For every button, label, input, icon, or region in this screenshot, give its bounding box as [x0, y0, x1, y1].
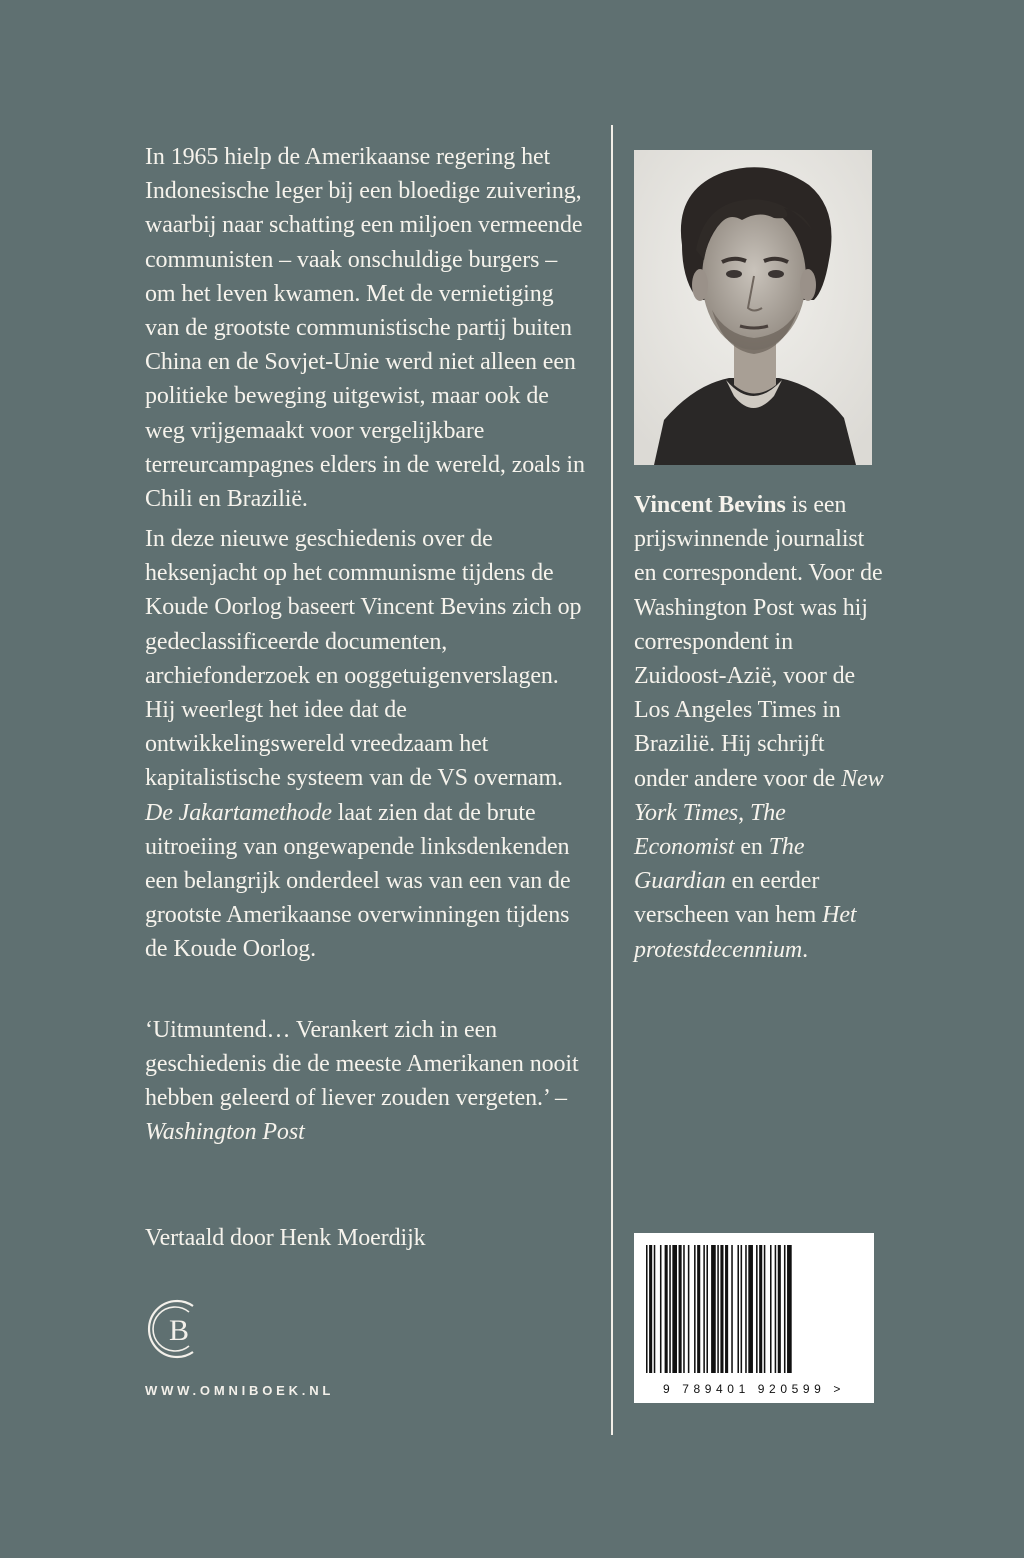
blurb-paragraph-1: In 1965 hielp de Amerikaanse regering het Indonesische leger bij een bloedige zuivering, waarbij naar schatting een miljoen vermeende communisten – vaak onschuldige burgers – om het leven kwamen. Met de vernietiging van de grootste communistische partij buiten China en de Sovjet-Unie werd niet alleen een politieke beweging uitgewist, maar ook de weg vrijgemaakt voor vergelijkbare terreurcampagnes elders in de wereld, zoals in Chili en Brazilië.: [145, 144, 585, 513]
barcode-bar: [711, 1245, 716, 1373]
publisher-logo-letter: B: [168, 1314, 190, 1347]
barcode-bar: [703, 1245, 705, 1373]
barcode-bar: [748, 1245, 753, 1373]
publisher-logo-icon: [143, 1296, 209, 1362]
isbn-barcode: [634, 1233, 874, 1403]
barcode-bar: [665, 1245, 668, 1373]
barcode-bar: [756, 1245, 758, 1373]
barcode-bar: [787, 1245, 792, 1373]
barcode-bar: [717, 1245, 719, 1373]
barcode-bar: [672, 1245, 677, 1373]
barcode-bar: [737, 1245, 739, 1373]
barcode-bars: [634, 1233, 874, 1403]
book-title: De Jakartamethode: [145, 799, 332, 826]
author-bio-text: Vincent Bevins is een prijswinnende journalist en correspondent. Voor de Washington Post was hij correspondent in Zuidoost-Azië, voor de Los Angeles Times in Brazilië. Hij schrijft onder andere voor de New York Times, The Economist en The Guardian en eerder verscheen van hem Het protestdecennium.: [634, 492, 884, 963]
translator-credit: Vertaald door Henk Moerdijk: [145, 1225, 426, 1252]
blurb-paragraph-2: In deze nieuwe geschiedenis over de heksenjacht op het communisme tijdens de Koude Oorlog baseert Vincent Bevins zich op gedeclassificeerde documenten, archiefonderzoek en ooggetuigenverslagen. Hij weerlegt het idee dat de ontwikkelingswereld vreedzaam het kapitalistische systeem van de VS overnam. De Jakartamethode laat zien dat de brute uitroeiing van ongewapende linksdenkenden een belangrijk onderdeel was van een van de grootste Amerikaanse overwinningen tijdens de Koude Oorlog.: [145, 526, 582, 963]
barcode-bar: [759, 1245, 762, 1373]
barcode-bar: [775, 1245, 777, 1373]
review-quote: ‘Uitmuntend… Verankert zich in een geschiedenis die de meeste Amerikanen nooit hebben geleerd of liever zouden vergeten.’ – Washington Post: [145, 1016, 579, 1146]
barcode-bar: [646, 1245, 648, 1373]
barcode-bar: [745, 1245, 747, 1373]
barcode-bar: [683, 1245, 685, 1373]
author-name: Vincent Bevins: [634, 492, 786, 518]
author-bio: [634, 488, 884, 967]
barcode-bar: [669, 1245, 671, 1373]
back-cover-blurb: [145, 140, 590, 1256]
barcode-bar: [660, 1245, 662, 1373]
barcode-bar: [694, 1245, 696, 1373]
barcode-bar: [649, 1245, 652, 1373]
author-photo: [634, 150, 872, 465]
previous-book-title: Het protestdecennium: [634, 902, 857, 963]
barcode-bar: [731, 1245, 733, 1373]
barcode-bar: [697, 1245, 700, 1373]
publisher-url[interactable]: WWW.OMNIBOEK.NL: [145, 1383, 335, 1398]
barcode-bar: [770, 1245, 772, 1373]
quote-source: Washington Post: [145, 1119, 305, 1146]
barcode-bar: [706, 1245, 708, 1373]
column-divider: [611, 125, 613, 1435]
barcode-bar: [764, 1245, 766, 1373]
barcode-bar: [720, 1245, 723, 1373]
barcode-bar: [688, 1245, 690, 1373]
barcode-bar: [778, 1245, 781, 1373]
barcode-bar: [654, 1245, 656, 1373]
barcode-bar: [679, 1245, 682, 1373]
barcode-bar: [725, 1245, 728, 1373]
barcode-bar: [784, 1245, 786, 1373]
barcode-bar: [741, 1245, 743, 1373]
isbn-number: 9 789401 920599 >: [663, 1382, 845, 1396]
